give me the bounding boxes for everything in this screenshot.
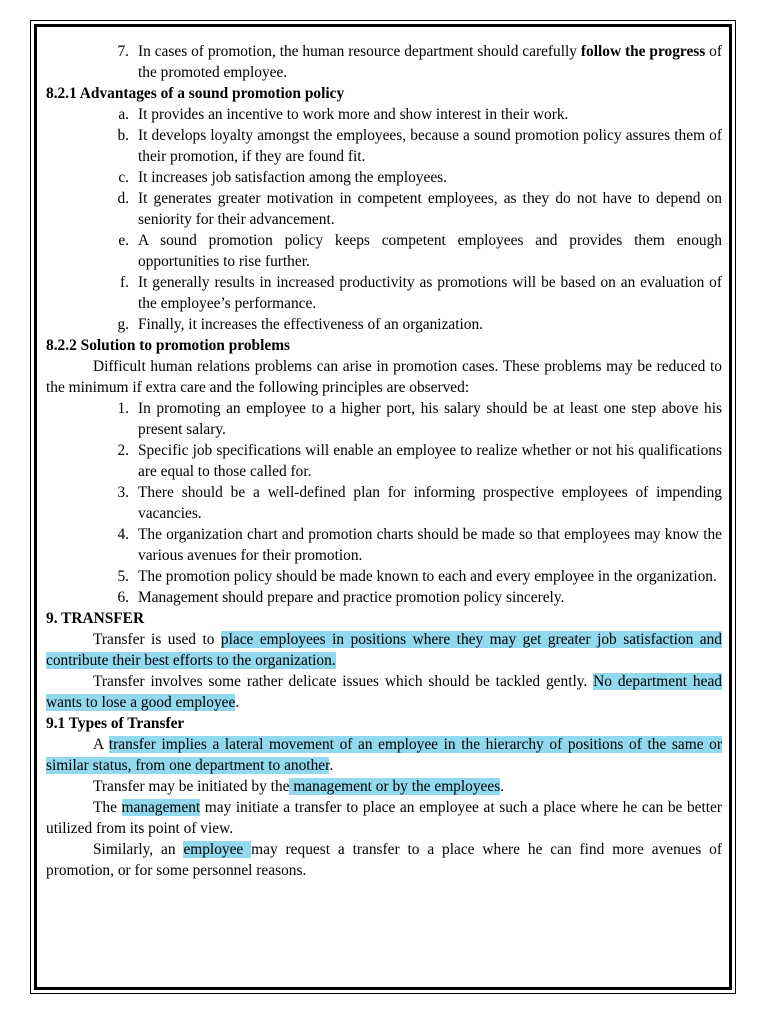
- list-item: [46, 230, 722, 272]
- list-marker: c.: [118, 169, 129, 186]
- list-marker: 7.: [117, 43, 129, 60]
- list-item-text: Management should prepare and practice promotion policy sincerely.: [138, 589, 565, 606]
- list-item-text: The organization chart and promotion charts should be made so that employees may know the various avenues for their promotion.: [138, 526, 722, 564]
- advantages-list: [46, 104, 722, 335]
- list-item: [46, 41, 722, 83]
- list-item: [46, 314, 722, 335]
- section-heading-91: 9.1 Types of Transfer: [46, 715, 185, 732]
- section-heading-9: 9. TRANSFER: [46, 610, 145, 627]
- paragraph: [46, 776, 722, 797]
- text-run: .: [329, 757, 334, 774]
- list-marker: b.: [117, 127, 129, 144]
- highlighted-text: employee: [183, 841, 252, 858]
- list-item-text: Specific job specifications will enable an employee to realize whether or not his qualifications are equal to those called for.: [138, 442, 722, 480]
- paragraph: [46, 839, 722, 881]
- list-item: [46, 167, 722, 188]
- highlighted-text: transfer implies a lateral movement of an employee in the hierarchy of positions of the same or similar status, from one department to another: [46, 736, 722, 774]
- text-run: Transfer is used to: [93, 631, 221, 648]
- highlighted-text: management or by the employees: [289, 778, 501, 795]
- list-marker: 4.: [117, 526, 129, 543]
- list-item: [46, 125, 722, 167]
- list-item-text: Finally, it increases the effectiveness of an organization.: [138, 316, 484, 333]
- highlighted-text: place employees in positions where they may get greater job satisfaction and contribute their best efforts to the organization.: [46, 631, 722, 669]
- paragraph: [46, 629, 722, 671]
- list-marker: a.: [118, 106, 129, 123]
- highlighted-text: management: [121, 799, 201, 816]
- intro-paragraph: Difficult human relations problems can arise in promotion cases. These problems may be reduced to the minimum if extra care and the following principles are observed:: [46, 358, 722, 396]
- list-marker: 1.: [117, 400, 129, 417]
- text-run: Transfer involves some rather delicate issues which should be tackled gently.: [93, 673, 594, 690]
- list-marker: 3.: [117, 484, 129, 501]
- list-item: [46, 524, 722, 566]
- list-marker: d.: [117, 190, 129, 207]
- paragraph: [46, 734, 722, 776]
- text-run: A: [93, 736, 109, 753]
- highlighted-text: No department head wants to lose a good employee: [46, 673, 722, 711]
- list-item-text: [138, 41, 722, 83]
- solutions-list: [46, 398, 722, 608]
- text-run: Transfer may be initiated by the: [93, 778, 290, 795]
- document-body: [46, 41, 722, 881]
- section-heading-821: 8.2.1 Advantages of a sound promotion policy: [46, 85, 345, 102]
- list-item-text: It increases job satisfaction among the employees.: [138, 169, 448, 186]
- list-item-text: It provides an incentive to work more and show interest in their work.: [138, 106, 569, 123]
- bold-text: follow the progress: [580, 43, 706, 60]
- list-item: [46, 398, 722, 440]
- text-run: Similarly, an: [93, 841, 184, 858]
- list-item-text: In promoting an employee to a higher port, his salary should be at least one step above his present salary.: [138, 400, 722, 438]
- list-item: [46, 440, 722, 482]
- list-marker: f.: [120, 274, 129, 291]
- list-marker: 5.: [117, 568, 129, 585]
- list-item: [46, 104, 722, 125]
- list-item: [46, 482, 722, 524]
- paragraph: [46, 797, 722, 839]
- text-run: .: [500, 778, 505, 795]
- text-run: of the promoted employee.: [138, 43, 723, 81]
- list-item-text: The promotion policy should be made known to each and every employee in the organization.: [138, 568, 717, 585]
- text-run: may request a transfer to a place where he can find more avenues of promotion, or for some personnel reasons.: [46, 841, 722, 879]
- list-item: [46, 272, 722, 314]
- paragraph: [46, 671, 722, 713]
- list-item-text: There should be a well-defined plan for informing prospective employees of impending vacancies.: [138, 484, 722, 522]
- text-run: The: [93, 799, 122, 816]
- text-run: may initiate a transfer to place an employee at such a place where he can be better utilized from its point of view.: [46, 799, 723, 837]
- list-item: [46, 587, 722, 608]
- list-item-text: It generates greater motivation in competent employees, as they do not have to depend on seniority for their advancement.: [138, 190, 722, 228]
- text-run: .: [235, 694, 240, 711]
- list-marker: 2.: [117, 442, 129, 459]
- list-item-text: A sound promotion policy keeps competent employees and provides them enough opportunities to rise further.: [138, 232, 722, 270]
- list-item-text: It develops loyalty amongst the employees, because a sound promotion policy assures them of their promotion, if they are found fit.: [138, 127, 722, 165]
- list-item-text: It generally results in increased productivity as promotions will be based on an evaluation of the employee’s performance.: [138, 274, 722, 312]
- list-marker: 6.: [117, 589, 129, 606]
- list-marker: e.: [118, 232, 129, 249]
- list-item: [46, 188, 722, 230]
- section-heading-822: 8.2.2 Solution to promotion problems: [46, 337, 291, 354]
- list-marker: g.: [117, 316, 129, 333]
- list-item: [46, 566, 722, 587]
- text-run: In cases of promotion, the human resource department should carefully: [138, 43, 581, 60]
